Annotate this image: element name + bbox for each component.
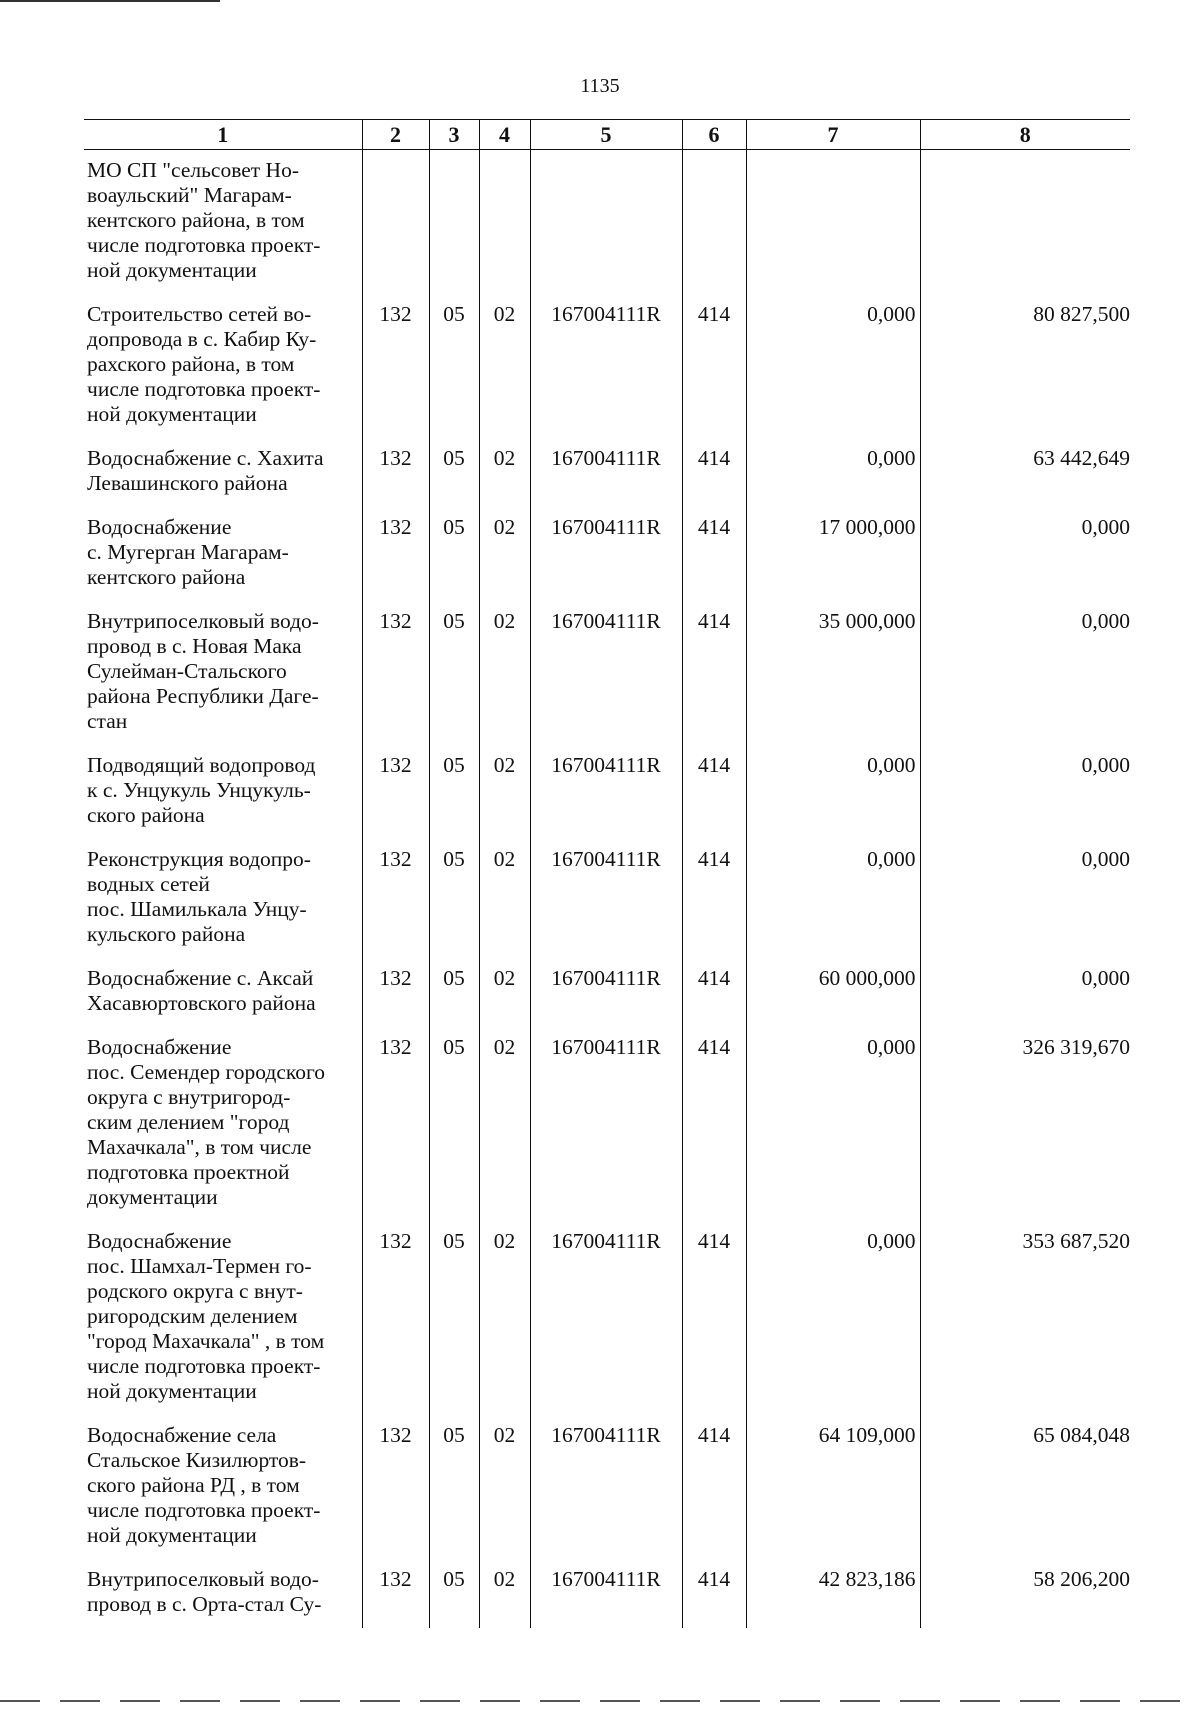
- column-header: 7: [746, 120, 920, 150]
- cell-target-article: 167004111R: [530, 839, 682, 958]
- cell-subsection: [479, 150, 530, 295]
- column-header: 6: [682, 120, 746, 150]
- cell-expense-type: 414: [682, 1559, 746, 1628]
- description-line: допровода в с. Кабир Ку-: [87, 327, 317, 351]
- cell-subsection: 02: [479, 507, 530, 601]
- description-line: Строительство сетей во-: [87, 302, 312, 326]
- cell-target-article: [530, 150, 682, 295]
- cell-subsection: 02: [479, 294, 530, 438]
- cell-description: [84, 150, 362, 295]
- cell-target-article: 167004111R: [530, 438, 682, 507]
- description-line: Левашинского района: [87, 471, 288, 495]
- description-line: ригородским делением: [87, 1304, 298, 1328]
- column-header: 4: [479, 120, 530, 150]
- table-row: [84, 958, 1130, 1027]
- scan-top-rule: [0, 0, 220, 2]
- cell-expense-type: 414: [682, 958, 746, 1027]
- cell-section: 05: [429, 1559, 479, 1628]
- cell-description: [84, 745, 362, 839]
- description-line: воаульский" Магарам-: [87, 183, 292, 207]
- column-header: 1: [84, 120, 362, 150]
- description-line: провод в с. Новая Мака: [87, 634, 302, 658]
- cell-amount-1: 64 109,000: [746, 1415, 920, 1559]
- cell-subsection: 02: [479, 438, 530, 507]
- description-line: Водоснабжение: [87, 515, 232, 539]
- cell-amount-1: 60 000,000: [746, 958, 920, 1027]
- cell-section: 05: [429, 507, 479, 601]
- page-number: 1135: [580, 75, 620, 97]
- description-line: ной документации: [87, 1523, 257, 1547]
- cell-code: 132: [362, 839, 429, 958]
- cell-expense-type: 414: [682, 438, 746, 507]
- column-header: 5: [530, 120, 682, 150]
- budget-table: [84, 119, 1130, 1628]
- cell-amount-2: 58 206,200: [920, 1559, 1130, 1628]
- table-row: [84, 745, 1130, 839]
- cell-amount-1: 0,000: [746, 294, 920, 438]
- table-row: [84, 1559, 1130, 1628]
- cell-amount-2: 65 084,048: [920, 1415, 1130, 1559]
- table-row: [84, 438, 1130, 507]
- cell-section: 05: [429, 1221, 479, 1415]
- description-line: числе подготовка проект-: [87, 377, 321, 401]
- description-line: документации: [87, 1185, 218, 1209]
- cell-target-article: 167004111R: [530, 294, 682, 438]
- description-line: ского района: [87, 803, 205, 827]
- cell-code: 132: [362, 1027, 429, 1221]
- cell-amount-2: 0,000: [920, 507, 1130, 601]
- cell-subsection: 02: [479, 1027, 530, 1221]
- cell-description: [84, 294, 362, 438]
- cell-subsection: 02: [479, 601, 530, 745]
- cell-section: 05: [429, 601, 479, 745]
- cell-description: [84, 1027, 362, 1221]
- cell-description: [84, 958, 362, 1027]
- cell-description: [84, 1221, 362, 1415]
- description-line: кульского района: [87, 922, 246, 946]
- cell-target-article: 167004111R: [530, 1221, 682, 1415]
- cell-amount-2: 0,000: [920, 745, 1130, 839]
- cell-expense-type: 414: [682, 1221, 746, 1415]
- cell-section: 05: [429, 438, 479, 507]
- description-line: пос. Семендер городского: [87, 1060, 326, 1084]
- description-line: кентского района, в том: [87, 208, 305, 232]
- cell-amount-2: 0,000: [920, 958, 1130, 1027]
- cell-section: 05: [429, 294, 479, 438]
- description-line: ского района РД , в том: [87, 1473, 300, 1497]
- table-row: [84, 1027, 1130, 1221]
- table-row: [84, 507, 1130, 601]
- cell-description: [84, 507, 362, 601]
- cell-target-article: 167004111R: [530, 507, 682, 601]
- cell-description: [84, 1415, 362, 1559]
- cell-expense-type: 414: [682, 745, 746, 839]
- cell-section: 05: [429, 839, 479, 958]
- table-row: [84, 601, 1130, 745]
- cell-expense-type: 414: [682, 1027, 746, 1221]
- cell-amount-2: 0,000: [920, 601, 1130, 745]
- cell-expense-type: 414: [682, 1415, 746, 1559]
- description-line: Водоснабжение села: [87, 1423, 277, 1447]
- description-line: пос. Шамилькала Унцу-: [87, 897, 307, 921]
- cell-subsection: 02: [479, 1415, 530, 1559]
- description-line: Стальское Кизилюртов-: [87, 1448, 307, 1472]
- cell-expense-type: 414: [682, 507, 746, 601]
- cell-section: 05: [429, 1415, 479, 1559]
- description-line: рахского района, в том: [87, 352, 295, 376]
- cell-code: 132: [362, 507, 429, 601]
- cell-subsection: 02: [479, 1221, 530, 1415]
- description-line: пос. Шамхал-Термен го-: [87, 1254, 312, 1278]
- cell-amount-1: 0,000: [746, 839, 920, 958]
- column-header: 8: [920, 120, 1130, 150]
- description-line: ной документации: [87, 258, 257, 282]
- cell-amount-2: [920, 150, 1130, 295]
- cell-amount-1: 0,000: [746, 1027, 920, 1221]
- table-header-row: [84, 120, 1130, 150]
- description-line: родского округа с внут-: [87, 1279, 303, 1303]
- cell-subsection: 02: [479, 839, 530, 958]
- scan-bottom-rule: [0, 1700, 1200, 1702]
- description-line: округа с внутригород-: [87, 1085, 291, 1109]
- cell-section: 05: [429, 958, 479, 1027]
- cell-amount-2: 80 827,500: [920, 294, 1130, 438]
- cell-expense-type: 414: [682, 294, 746, 438]
- cell-amount-2: 63 442,649: [920, 438, 1130, 507]
- description-line: Водоснабжение с. Аксай: [87, 966, 314, 990]
- description-line: подготовка проектной: [87, 1160, 290, 1184]
- table-row: [84, 150, 1130, 295]
- cell-amount-1: 0,000: [746, 438, 920, 507]
- description-line: числе подготовка проект-: [87, 1498, 321, 1522]
- cell-expense-type: 414: [682, 839, 746, 958]
- cell-section: 05: [429, 1027, 479, 1221]
- cell-target-article: 167004111R: [530, 745, 682, 839]
- description-line: ной документации: [87, 1379, 257, 1403]
- cell-code: 132: [362, 1415, 429, 1559]
- cell-target-article: 167004111R: [530, 601, 682, 745]
- description-line: провод в с. Орта-стал Су-: [87, 1592, 322, 1616]
- cell-subsection: 02: [479, 1559, 530, 1628]
- description-line: водных сетей: [87, 872, 210, 896]
- cell-code: 132: [362, 601, 429, 745]
- cell-code: 132: [362, 294, 429, 438]
- column-header: 3: [429, 120, 479, 150]
- cell-code: 132: [362, 1559, 429, 1628]
- cell-amount-2: 0,000: [920, 839, 1130, 958]
- description-line: Водоснабжение: [87, 1035, 232, 1059]
- cell-description: [84, 438, 362, 507]
- cell-amount-1: 0,000: [746, 1221, 920, 1415]
- description-line: числе подготовка проект-: [87, 1354, 321, 1378]
- cell-amount-2: 326 319,670: [920, 1027, 1130, 1221]
- description-line: кентского района: [87, 565, 246, 589]
- description-line: стан: [87, 709, 128, 733]
- description-line: числе подготовка проект-: [87, 233, 321, 257]
- table-row: [84, 294, 1130, 438]
- cell-description: [84, 601, 362, 745]
- cell-subsection: 02: [479, 958, 530, 1027]
- cell-amount-1: 35 000,000: [746, 601, 920, 745]
- cell-target-article: 167004111R: [530, 958, 682, 1027]
- description-line: Хасавюртовского района: [87, 991, 316, 1015]
- cell-section: [429, 150, 479, 295]
- description-line: МО СП "сельсовет Но-: [87, 158, 299, 182]
- cell-amount-1: 17 000,000: [746, 507, 920, 601]
- description-line: Реконструкция водопро-: [87, 847, 311, 871]
- description-line: с. Мугерган Магарам-: [87, 540, 289, 564]
- table-body: [84, 150, 1130, 1629]
- description-line: к с. Унцукуль Унцукуль-: [87, 778, 311, 802]
- description-line: Внутрипоселковый водо-: [87, 609, 319, 633]
- cell-target-article: 167004111R: [530, 1027, 682, 1221]
- description-line: Махачкала", в том числе: [87, 1135, 312, 1159]
- description-line: Водоснабжение с. Хахита: [87, 446, 324, 470]
- cell-description: [84, 1559, 362, 1628]
- cell-expense-type: [682, 150, 746, 295]
- cell-code: 132: [362, 1221, 429, 1415]
- table-row: [84, 839, 1130, 958]
- description-line: "город Махачкала" , в том: [87, 1329, 325, 1353]
- table-row: [84, 1221, 1130, 1415]
- description-line: района Республики Даге-: [87, 684, 319, 708]
- cell-subsection: 02: [479, 745, 530, 839]
- column-header: 2: [362, 120, 429, 150]
- cell-amount-1: 0,000: [746, 745, 920, 839]
- description-line: Сулейман-Стальского: [87, 659, 287, 683]
- cell-amount-1: [746, 150, 920, 295]
- cell-section: 05: [429, 745, 479, 839]
- cell-code: 132: [362, 438, 429, 507]
- cell-target-article: 167004111R: [530, 1559, 682, 1628]
- description-line: Внутрипоселковый водо-: [87, 1567, 319, 1591]
- description-line: Подводящий водопровод: [87, 753, 316, 777]
- table-row: [84, 1415, 1130, 1559]
- description-line: ной документации: [87, 402, 257, 426]
- cell-amount-2: 353 687,520: [920, 1221, 1130, 1415]
- cell-code: 132: [362, 745, 429, 839]
- cell-code: [362, 150, 429, 295]
- cell-expense-type: 414: [682, 601, 746, 745]
- description-line: Водоснабжение: [87, 1229, 232, 1253]
- cell-target-article: 167004111R: [530, 1415, 682, 1559]
- description-line: ским делением "город: [87, 1110, 290, 1134]
- cell-code: 132: [362, 958, 429, 1027]
- cell-description: [84, 839, 362, 958]
- cell-amount-1: 42 823,186: [746, 1559, 920, 1628]
